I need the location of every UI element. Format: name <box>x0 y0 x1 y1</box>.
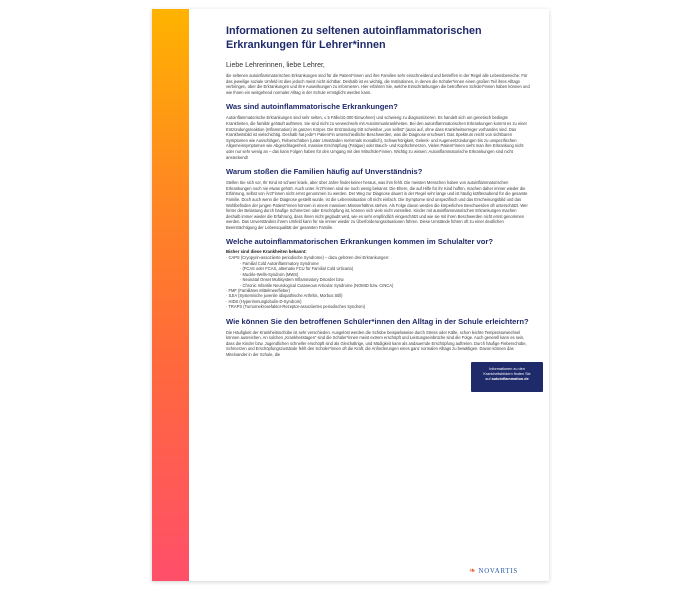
disease-list-intro: Bisher sind diese Krankheiten bekannt: <box>226 249 307 255</box>
info-box-prefix: auf <box>485 377 492 381</box>
document-content <box>226 25 531 358</box>
disease-list-item: · Muckle-Wells-Syndrom (MWS) <box>240 271 299 277</box>
novartis-flame-icon: ❧ <box>469 566 477 575</box>
novartis-logo <box>469 566 518 575</box>
decorative-gradient-stripe <box>152 9 189 581</box>
disease-list-item: · (FCAS oder FCAS, alternativ FCU für Familial Cold Urticaria) <box>240 266 354 272</box>
info-box <box>471 362 543 392</box>
section-heading-what: Was sind autoinflammatorische Erkrankungen? <box>226 102 398 112</box>
document-page <box>152 9 549 581</box>
section-heading-diseases: Welche autoinflammatorischen Erkrankungen kommen im Schulalter vor? <box>226 237 493 247</box>
disease-list-item: · Neonatal Onset Multisystem Inflammatory Disorder bzw. <box>240 277 345 283</box>
disease-list-item: · FMF (Familiäres Mittelmeerfieber) <box>226 287 291 293</box>
document-title: Informationen zu seltenen autoinflammatorischen Erkrankungen für Lehrer*innen <box>226 25 482 51</box>
greeting: Liebe Lehrerinnen, liebe Lehrer, <box>226 62 325 69</box>
section-text-why: Stellen Sie sich vor, Ihr Kind ist schwer krank, aber über Jahre findet keiner heraus, was ihm fehlt. Die meisten Menschen haben von autoinflammatorischen Erkrankungen noch nie etwas gehört. Auch unter Ärzt*innen sind sie noch wenig bekannt. Die Eltern, die auf Hilfe für ihr Kind hoffen, machen daher immer wieder die Erfahrung, selbst von Ärzt*innen nicht ernst genommen zu werden. Der Weg zur Diagnose dauert in der Regel sehr lange und ist häufig kräfteraubend für die gesamte Familie. Doch auch wenn die Diagnose gestellt wurde, ist die Lebenssituation oft nicht einfach. Die Symptome sind unspezifisch und das Erscheinungsbild und das Wohlbefinden der jungen Patient*innen können in einem massiven Missverhältnis stehen. Als Folge davon werden die körperlichen Beschwerden oft unterschätzt. Wer hinter der Belastung durch häufige Schmerzen oder Erschöpfung ist, können sich viele nicht vorstellen. Kinder mit autoinflammatorischen Erkrankungen machen deshalb immer wieder die Erfahrung, dass ihnen nicht geglaubt wird, wie es sehr empfindlich eingeschätzt und wie sie mit ihren Beschwerden nicht ernst genommen werden. Das Unverständnis ihrem Umfeld kann für sie immer wieder zu Überforderungssituationen führen. Diese Umstände führen oft zu einer deutlichen Beeinträchtigung der Lebensqualität der gesamten Familie. <box>226 180 528 230</box>
info-box-link[interactable]: autoinflammation.de <box>491 377 529 381</box>
disease-list-item: · TRAPS (Tumornekrosefaktor-Rezeptor-assoziiertes periodisches Syndrom) <box>226 304 366 310</box>
section-heading-why: Warum stoßen die Familien häufig auf Unverständnis? <box>226 167 423 177</box>
disease-list-item: · CAPS (Cryopyrin-assoziierte periodische Syndrome) – dazu gehören drei Erkrankungen: <box>226 255 390 261</box>
section-text-what: Autoinflammatorische Erkrankungen sind sehr selten, ≤ 5 Fälle/10.000 Einwohner) und schwierig zu diagnostizieren. Es handelt sich um genetisch bedingte Krankheiten, die familiär gehäuft auftreten. Sie sind nicht zu verwechseln mit Autoimmunkrankheiten. Bei den autoinflammatorischen Erkrankungen kommt es zu einer Entzündungsreaktion (Inflammation) im ganzen Körper. Die Entzündung tritt scheinbar „von selbst“ (autoi auf, ohne dass Krankheitserreger vorhanden sind. Das Krankheitsbild ist vielschichtig. Deshalb hat jede*r Patient*in unterschiedliche Beschwerden, was die Diagnose erschwert. Das Spektrum reicht von sichtbaren Symptomen wie Ausschlägen, Fieberschüben (unter Umständen mehrmals monatlich), Schwerhörigkeit, Gelenk- und Augenentzündungen bis zu unspezifischen Allgemeinsymptomen wie Abgeschlagenheit, massive Erschöpfung (Fatigue) oder Bauch- und Kopfschmerzen. Vielen Patient*innen sieht man ihre Erkrankung nicht oder nur sehr wenig an – das kann Folgen haben für den Umgang mit den Mitschüler*innen. Wichtig zu wissen: Autoinflammatorische Erkrankungen sind nicht ansteckend! <box>226 115 528 160</box>
disease-list-item: · SJIA (Systemische juvenile idiopathische Arthritis, Morbus Still) <box>226 293 343 299</box>
section-heading-help: Wie können Sie den betroffenen Schüler*innen den Alltag in der Schule erleichtern? <box>226 316 529 326</box>
disease-list-item: · HIDS (Hyperimmunglobulin-D-Syndrom) <box>226 298 302 304</box>
section-text-help: Die Häufigkeit der Krankheitsschübe ist sehr verschieden. Ausgelöst werden die Schübe beispielsweise durch Stress oder Kälte, schon leichte Temperaturwechsel können ausreichen. An solchen „Krankheitstagen“ sind die Schüler*innen meist extrem erschöpft und Leistungseinbrüche sind die Folge. Auch generell kann es sein, dass die Kinder bzw. Jugendlichen schneller erschöpft sind als Gleichaltrige, und Müdigkeit kann als andauernde Erschöpfung auftreten. Durch häufige Fieberschübe, Schmerzen und Erschöpfungszustände fehlt den Schüler*innen oft die Kraft, die Anforderungen eines ganz normalen Alltags zu bewältigen. Davon können das Miteinander in der Schule, die <box>226 329 527 357</box>
info-box-line <box>471 377 543 382</box>
logo-text: NOVARTIS <box>478 568 518 575</box>
disease-list <box>226 255 531 309</box>
info-box-line: Krankheitsbildern finden Sie <box>483 372 531 376</box>
disease-list-item: · Chronic Infantile Neurological Cutaneous Articular Syndrome (NOMID bzw. CINCA) <box>240 282 394 288</box>
disease-list-item: · Familial Cold Autoinflammatory Syndrome <box>240 260 319 266</box>
intro-paragraph: die seltenen autoinflammatorischen Erkrankungen sind für die Patient*innen und ihre Familien sehr einschneidend und betreffen in der Regel alle Lebensbereiche. Für das jeweilige soziale Umfeld ist dies jedoch meist nicht sichtbar. Deshalb ist es wichtig, die Institutionen, in denen die Schüler*innen einen großen Teil ihres Alltags verbringen, über die Erkrankungen und ihre Auswirkungen zu informieren. Hier erfahren Sie, welche Einschränkungen die betroffenen Schüler*innen haben können und wie Ihnen ein weitgehend normaler Alltag in der Schule ermöglicht werden kann. <box>226 73 530 95</box>
info-box-line: Informationen zu den <box>489 367 525 371</box>
